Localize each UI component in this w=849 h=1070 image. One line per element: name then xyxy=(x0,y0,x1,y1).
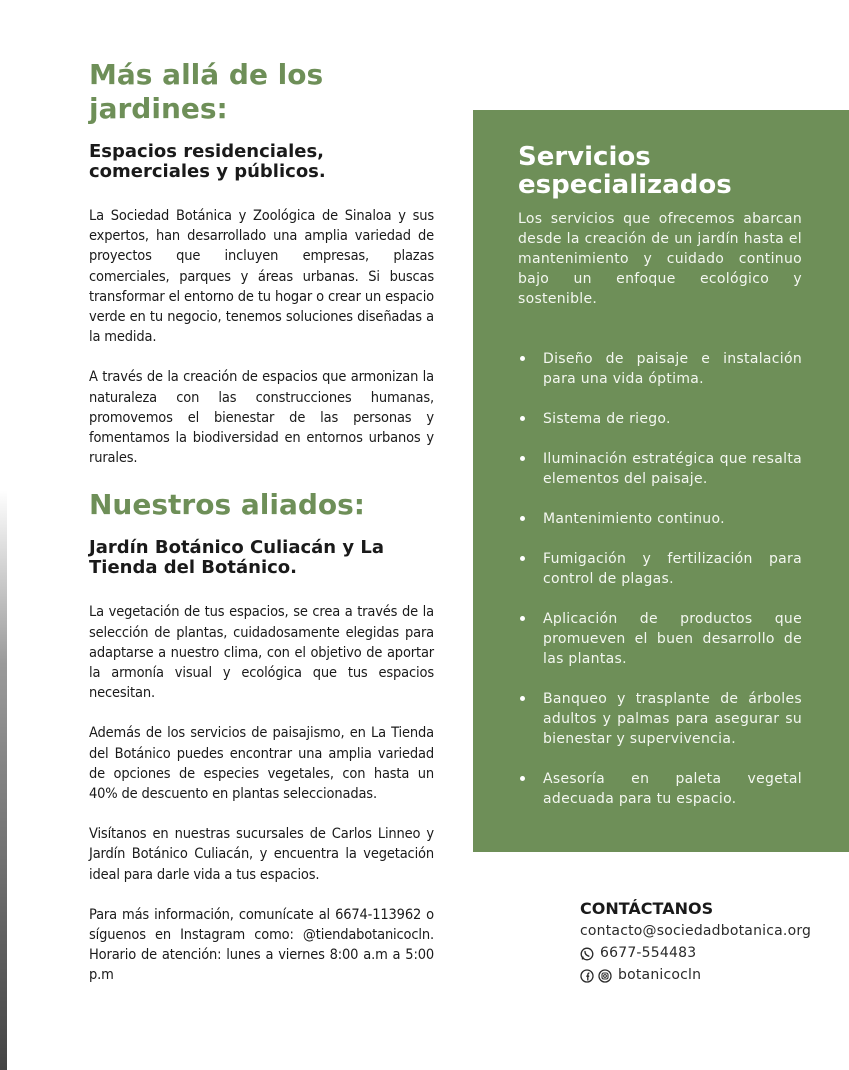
section2-paragraph: Además de los servicios de paisajismo, en La Tienda del Botánico puedes encontrar una amplia variedad de opciones de especies vegetales, con hasta un 40% de descuento en plantas seleccionadas. xyxy=(89,725,434,803)
service-item xyxy=(518,689,802,749)
section1-paragraph: A través de la creación de espacios que armonizan la naturaleza con las construcciones humanas, promovemos el bienestar de las personas y fomentamos la biodiversidad en entornos urbanos y rurales. xyxy=(89,369,434,467)
service-text: Banqueo y trasplante de árboles adultos y palmas para asegurar su bienestar y supervivencia. xyxy=(543,691,802,747)
contact-phone-row xyxy=(580,942,820,964)
service-text: Diseño de paisaje e instalación para una vida óptima. xyxy=(543,351,802,387)
contact-social-row xyxy=(580,964,820,986)
service-text: Fumigación y fertilización para control de plagas. xyxy=(543,551,802,587)
services-panel-content xyxy=(518,143,802,829)
page-edge-shadow xyxy=(0,490,7,1070)
section1-paragraph: La Sociedad Botánica y Zoológica de Sinaloa y sus expertos, han desarrollado una amplia variedad de proyectos que incluyen empresas, plazas comerciales, parques y áreas urbanas. Si buscas transformar el entorno de tu hogar o crear un espacio verde en tu negocio, tenemos soluciones diseñadas a la medida. xyxy=(89,208,434,346)
service-text: Sistema de riego. xyxy=(543,411,671,427)
bullet-icon xyxy=(520,616,525,621)
service-item xyxy=(518,409,802,429)
services-list xyxy=(518,349,802,809)
facebook-icon[interactable] xyxy=(580,968,594,982)
service-item xyxy=(518,609,802,669)
service-item xyxy=(518,509,802,529)
section2-paragraph: La vegetación de tus espacios, se crea a través de la selección de plantas, cuidadosamente elegidas para adaptarse a nuestro clima, con el objetivo de aportar la armonía visual y ecológica que tus espacios necesitan. xyxy=(89,604,434,702)
service-text: Mantenimiento continuo. xyxy=(543,511,725,527)
whatsapp-icon xyxy=(580,946,594,960)
bullet-icon xyxy=(520,356,525,361)
contact-title: CONTÁCTANOS xyxy=(580,899,714,918)
bullet-icon xyxy=(520,696,525,701)
bullet-icon xyxy=(520,416,525,421)
section2-heading: Nuestros aliados: xyxy=(89,488,365,522)
section2-paragraph: Para más información, comunícate al 6674-113962 o síguenos en Instagram como: @tiendabotanicocln. Horario de atención: lunes a viernes 8:00 a.m a 5:00 p.m xyxy=(89,906,434,984)
bullet-icon xyxy=(520,556,525,561)
service-text: Asesoría en paleta vegetal adecuada para tu espacio. xyxy=(543,771,802,807)
contact-email-link[interactable]: contacto@sociedadbotanica.org xyxy=(580,923,812,939)
bullet-icon xyxy=(520,776,525,781)
section2-paragraph: Visítanos en nuestras sucursales de Carlos Linneo y Jardín Botánico Culiacán, y encuentra la vegetación ideal para darle vida a tus espacios. xyxy=(89,826,434,883)
section1-subheading: Espacios residenciales, comerciales y públicos. xyxy=(89,141,326,182)
section1-heading: Más allá de los jardines: xyxy=(89,58,324,125)
service-item xyxy=(518,349,802,389)
service-text: Aplicación de productos que promueven el buen desarrollo de las plantas. xyxy=(543,611,802,667)
instagram-icon[interactable] xyxy=(598,968,612,982)
left-column xyxy=(89,58,434,986)
contact-block xyxy=(580,898,820,986)
section2-subheading: Jardín Botánico Culiacán y La Tienda del Botánico. xyxy=(89,537,385,579)
services-intro: Los servicios que ofrecemos abarcan desde la creación de un jardín hasta el mantenimiento y cuidado continuo bajo un enfoque ecológico y sostenible. xyxy=(518,211,802,307)
services-panel xyxy=(473,110,849,852)
contact-email-row xyxy=(580,920,820,942)
contact-phone-link[interactable]: 6677-554483 xyxy=(600,945,697,961)
service-item xyxy=(518,449,802,489)
service-item xyxy=(518,549,802,589)
contact-social-handle[interactable]: botanicocln xyxy=(618,967,702,983)
bullet-icon xyxy=(520,456,525,461)
service-text: Iluminación estratégica que resalta elementos del paisaje. xyxy=(543,451,802,487)
services-title: Servicios especializados xyxy=(518,142,732,200)
bullet-icon xyxy=(520,516,525,521)
service-item xyxy=(518,769,802,809)
